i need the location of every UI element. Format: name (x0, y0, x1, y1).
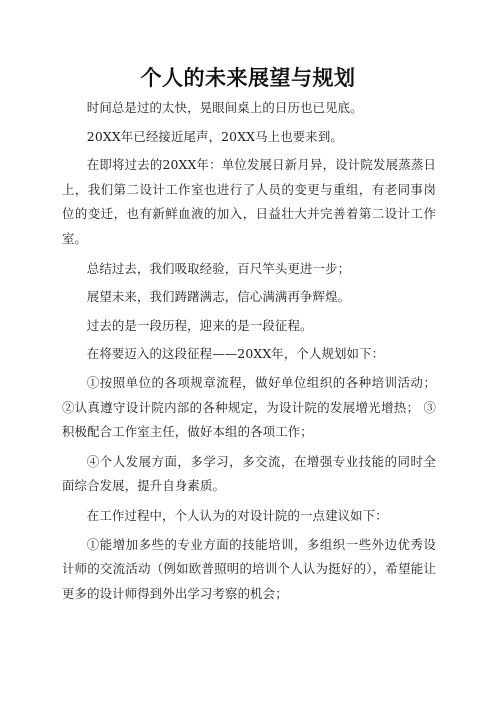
paragraph: 总结过去，我们吸取经验，百尺竿头更进一步； (86, 260, 351, 276)
paragraph: 在即将过去的20XX年：单位发展日新月异，设计院发展蒸蒸日上，我们第二设计工作室也进行了人员的变更与重组，有老同事岗位的变迁，也有新鲜血液的加入，日益壮大并完善着第二设计工作室。 (62, 157, 436, 246)
paragraph: 在工作过程中，个人认为的对设计院的一点建议如下： (86, 507, 388, 523)
paragraph: 在将要迈入的这段征程——20XX年，个人规划如下： (86, 346, 385, 362)
paragraph: ①按照单位的各项规章流程，做好单位组织的各种培训活动；②认真遵守设计院内部的各种规定，为设计院的发展增光增热； ③积极配合工作室主任，做好本组的各项工作； (62, 374, 436, 440)
paragraph: ①能增加多些的专业方面的技能培训，多组织一些外边优秀设计师的交流活动（例如欧普照明的培训个人认为挺好的），希望能让更多的设计师得到外出学习考察的机会； (62, 536, 436, 601)
paragraph: 展望未来，我们踌躇满志，信心满满再争辉煌。 (86, 289, 351, 305)
paragraph: 时间总是过的太快，晃眼间桌上的日历也已见底。 (86, 100, 363, 115)
paragraph: ④个人发展方面，多学习，多交流，在增强专业技能的同时全面综合发展，提升自身素质。 (62, 453, 436, 494)
document-body (62, 96, 436, 606)
document-title: 个人的未来展望与规划 (140, 66, 356, 90)
paragraph: 过去的是一段历程，迎来的是一段征程。 (86, 317, 313, 333)
paragraph: 20XX年已经接近尾声，20XX马上也要来到。 (86, 128, 343, 144)
